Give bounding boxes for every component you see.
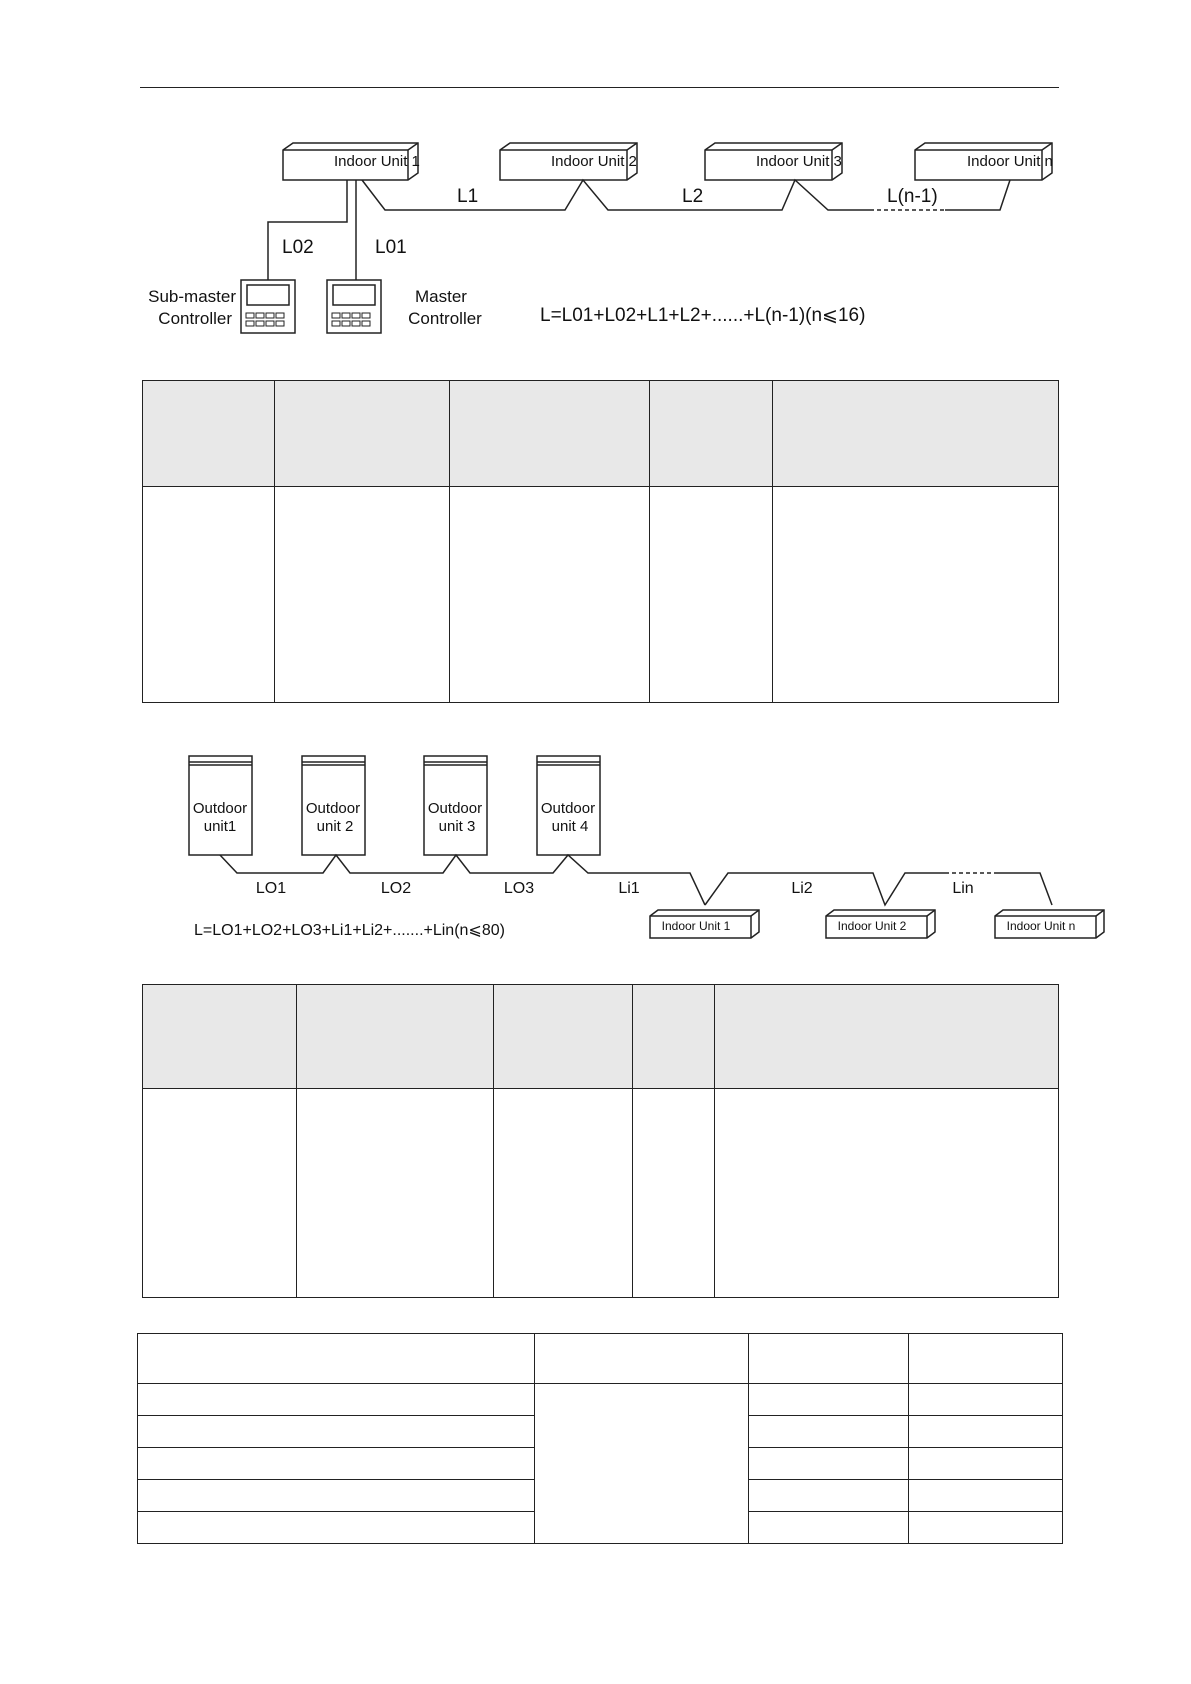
indoor-unit-1-label: Indoor Unit 1 — [334, 153, 420, 170]
table-3-header-cell — [138, 1334, 535, 1384]
table-2-cell — [297, 1089, 494, 1298]
table-1-cell — [143, 487, 275, 703]
formula-2: L=LO1+LO2+LO3+Li1+Li2+.......+Lin(n⩽80) — [194, 922, 505, 939]
outdoor-unit-2-label-2: unit 2 — [316, 818, 354, 835]
segment-lo2-label: LO2 — [380, 880, 412, 897]
table-2-cell — [143, 1089, 297, 1298]
table-1-header-cell — [450, 381, 650, 487]
table-1-header-cell — [143, 381, 275, 487]
formula-1: L=L01+L02+L1+L2+......+L(n-1)(n⩽16) — [540, 305, 866, 326]
outdoor-unit-1-label-1: Outdoor — [192, 800, 248, 817]
table-1-cell — [275, 487, 450, 703]
table-3-cell — [138, 1480, 535, 1512]
table-1-cell — [450, 487, 650, 703]
master-label-2: Controller — [408, 309, 482, 328]
outdoor-unit-4-label-1: Outdoor — [540, 800, 596, 817]
segment-ln1-label: L(n-1) — [887, 186, 938, 207]
table-3-header-cell — [909, 1334, 1063, 1384]
master-controller-icon — [327, 280, 381, 333]
table-1-header-cell — [650, 381, 773, 487]
table-2-header-cell — [494, 985, 633, 1089]
table-3-cell — [138, 1512, 535, 1544]
table-3-cell — [749, 1448, 909, 1480]
table-3-cell — [909, 1384, 1063, 1416]
table-3-header-cell — [749, 1334, 909, 1384]
table-2-cell — [494, 1089, 633, 1298]
table-2 — [142, 984, 1059, 1298]
line-l02-label: L02 — [282, 237, 314, 258]
wire-l02 — [268, 180, 347, 280]
outdoor-unit-3-label-2: unit 3 — [438, 818, 476, 835]
table-3-cell — [138, 1448, 535, 1480]
table-3-cell — [138, 1416, 535, 1448]
table-2-header-cell — [143, 985, 297, 1089]
segment-l1-label: L1 — [457, 186, 479, 207]
table-3-cell — [909, 1448, 1063, 1480]
table-3-cell — [138, 1384, 535, 1416]
table-1-cell — [650, 487, 773, 703]
outdoor-unit-3-label-1: Outdoor — [427, 800, 483, 817]
table-3-cell — [909, 1480, 1063, 1512]
table-3 — [137, 1333, 1063, 1544]
outdoor-unit-1-label-2: unit1 — [203, 818, 237, 835]
segment-l2-label: L2 — [682, 186, 704, 207]
table-1-cell — [773, 487, 1059, 703]
indoor-unit-n-label: Indoor Unit n — [967, 153, 1053, 170]
indoor-unit-2-label: Indoor Unit 2 — [837, 919, 907, 933]
outdoor-unit-4-label-2: unit 4 — [551, 818, 589, 835]
table-3-cell — [749, 1512, 909, 1544]
line-l01-label: L01 — [375, 237, 407, 258]
table-3-cell — [909, 1512, 1063, 1544]
diagram-controller-wiring — [0, 0, 1191, 380]
sub-master-label-2: Controller — [158, 309, 232, 328]
table-1-header-cell — [773, 381, 1059, 487]
table-3-header-cell — [535, 1334, 749, 1384]
table-2-header-cell — [297, 985, 494, 1089]
table-2-cell — [715, 1089, 1059, 1298]
indoor-unit-2-label: Indoor Unit 2 — [551, 153, 637, 170]
table-3-cell — [749, 1384, 909, 1416]
sub-master-controller-icon — [241, 280, 295, 333]
table-3-cell — [909, 1416, 1063, 1448]
segment-lin-label: Lin — [952, 880, 974, 897]
segment-lo3-label: LO3 — [503, 880, 535, 897]
table-3-cell — [749, 1480, 909, 1512]
indoor-unit-1-label: Indoor Unit 1 — [661, 919, 731, 933]
table-1 — [142, 380, 1059, 703]
segment-li2-label: Li2 — [791, 880, 813, 897]
table-2-header-cell — [715, 985, 1059, 1089]
sub-master-label-1: Sub-master — [148, 287, 236, 306]
segment-lo1-label: LO1 — [255, 880, 287, 897]
indoor-unit-3-label: Indoor Unit 3 — [756, 153, 842, 170]
table-3-cell — [749, 1416, 909, 1448]
table-1-header-cell — [275, 381, 450, 487]
outdoor-unit-2-label-1: Outdoor — [305, 800, 361, 817]
indoor-unit-n-label: Indoor Unit n — [1006, 919, 1076, 933]
wire-chain — [362, 180, 870, 210]
segment-li1-label: Li1 — [618, 880, 640, 897]
table-3-merged-cell — [535, 1384, 749, 1544]
table-2-header-cell — [633, 985, 715, 1089]
master-label-1: Master — [415, 287, 467, 306]
table-2-cell — [633, 1089, 715, 1298]
